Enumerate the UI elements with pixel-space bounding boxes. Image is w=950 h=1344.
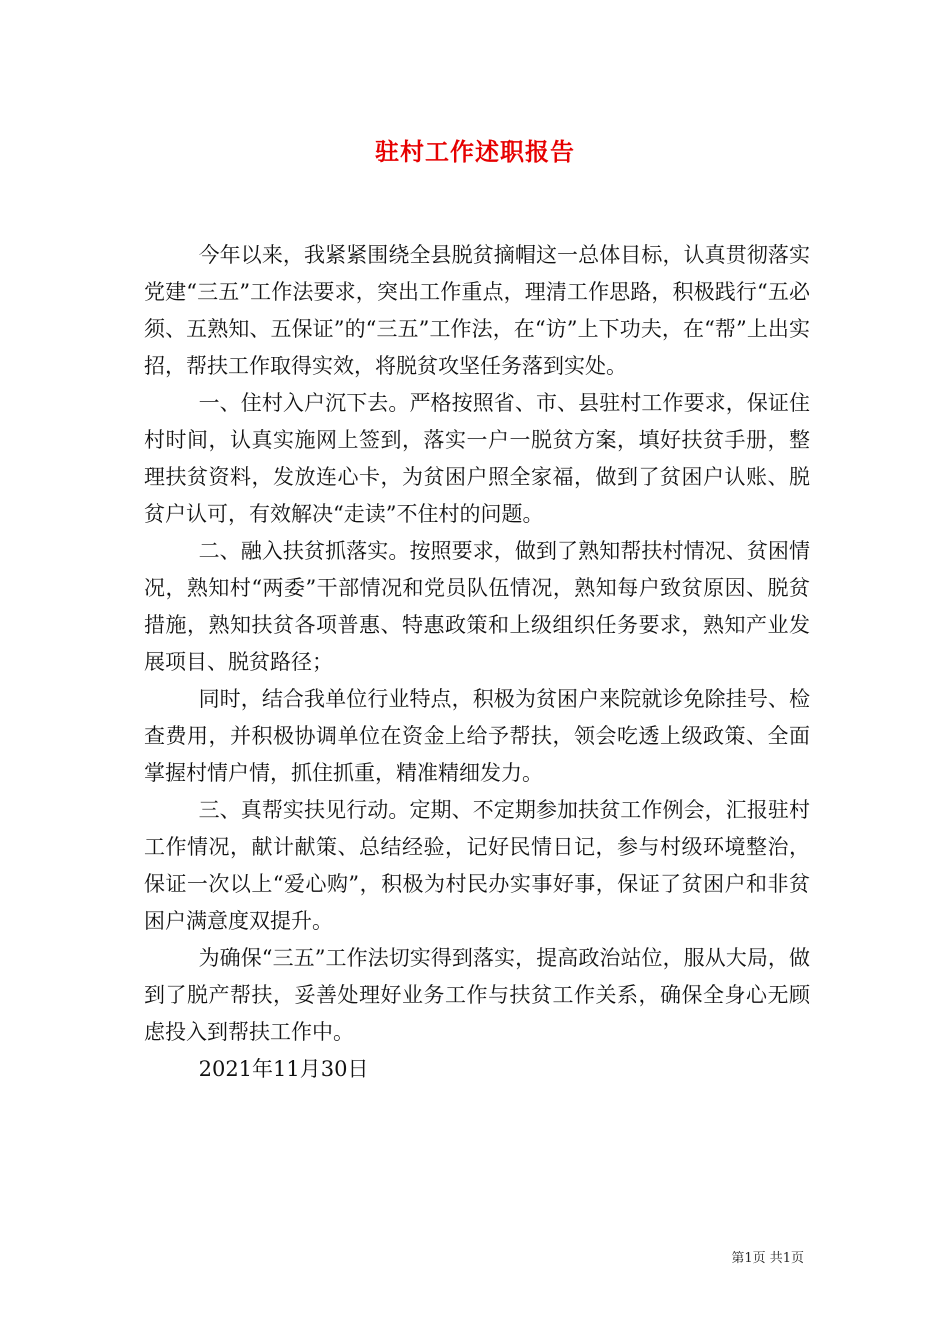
paragraph-section-3: 三、真帮实扶见行动。定期、不定期参加扶贫工作例会，汇报驻村工作情况，献计献策、总结经验，记好民情日记，参与村级环境整治，保证一次以上“爱心购”，积极为村民办实事好事，保证了贫困户和非贫困户满意度双提升。 bbox=[144, 798, 810, 933]
paragraph-conclusion: 为确保“三五”工作法切实得到落实，提高政治站位，服从大局，做到了脱产帮扶，妥善处理好业务工作与扶贫工作关系，确保全身心无顾虑投入到帮扶工作中。 bbox=[144, 946, 810, 1044]
paragraph-intro: 今年以来，我紧紧围绕全县脱贫摘帽这一总体目标，认真贯彻落实党建“三五”工作法要求，突出工作重点，理清工作思路，积极践行“五必须、五熟知、五保证”的“三五”工作法，在“访”上下功夫，在“帮”上出实招，帮扶工作取得实效，将脱贫攻坚任务落到实处。 bbox=[144, 243, 810, 378]
paragraph-section-2: 二、融入扶贫抓落实。按照要求，做到了熟知帮扶村情况、贫困情况，熟知村“两委”干部情况和党员队伍情况，熟知每户致贫原因、脱贫措施，熟知扶贫各项普惠、特惠政策和上级组织任务要求，熟知产业发展项目、脱贫路径； bbox=[144, 539, 810, 674]
document-title: 驻村工作述职报告 bbox=[375, 137, 575, 166]
paragraph-section-2-continued: 同时，结合我单位行业特点，积极为贫困户来院就诊免除挂号、检查费用，并积极协调单位在资金上给予帮扶，领会吃透上级政策、全面掌握村情户情，抓住抓重，精准精细发力。 bbox=[144, 687, 810, 785]
document-date: 2021年11月30日 bbox=[198, 1057, 369, 1081]
paragraph-section-1: 一、住村入户沉下去。严格按照省、市、县驻村工作要求，保证住村时间，认真实施网上签到，落实一户一脱贫方案，填好扶贫手册，整理扶贫资料，发放连心卡，为贫困户照全家福，做到了贫困户认账、脱贫户认可，有效解决“走读”不住村的问题。 bbox=[144, 391, 810, 526]
page-number: 第1页 共1页 bbox=[731, 1251, 804, 1266]
document-body bbox=[144, 237, 810, 1088]
